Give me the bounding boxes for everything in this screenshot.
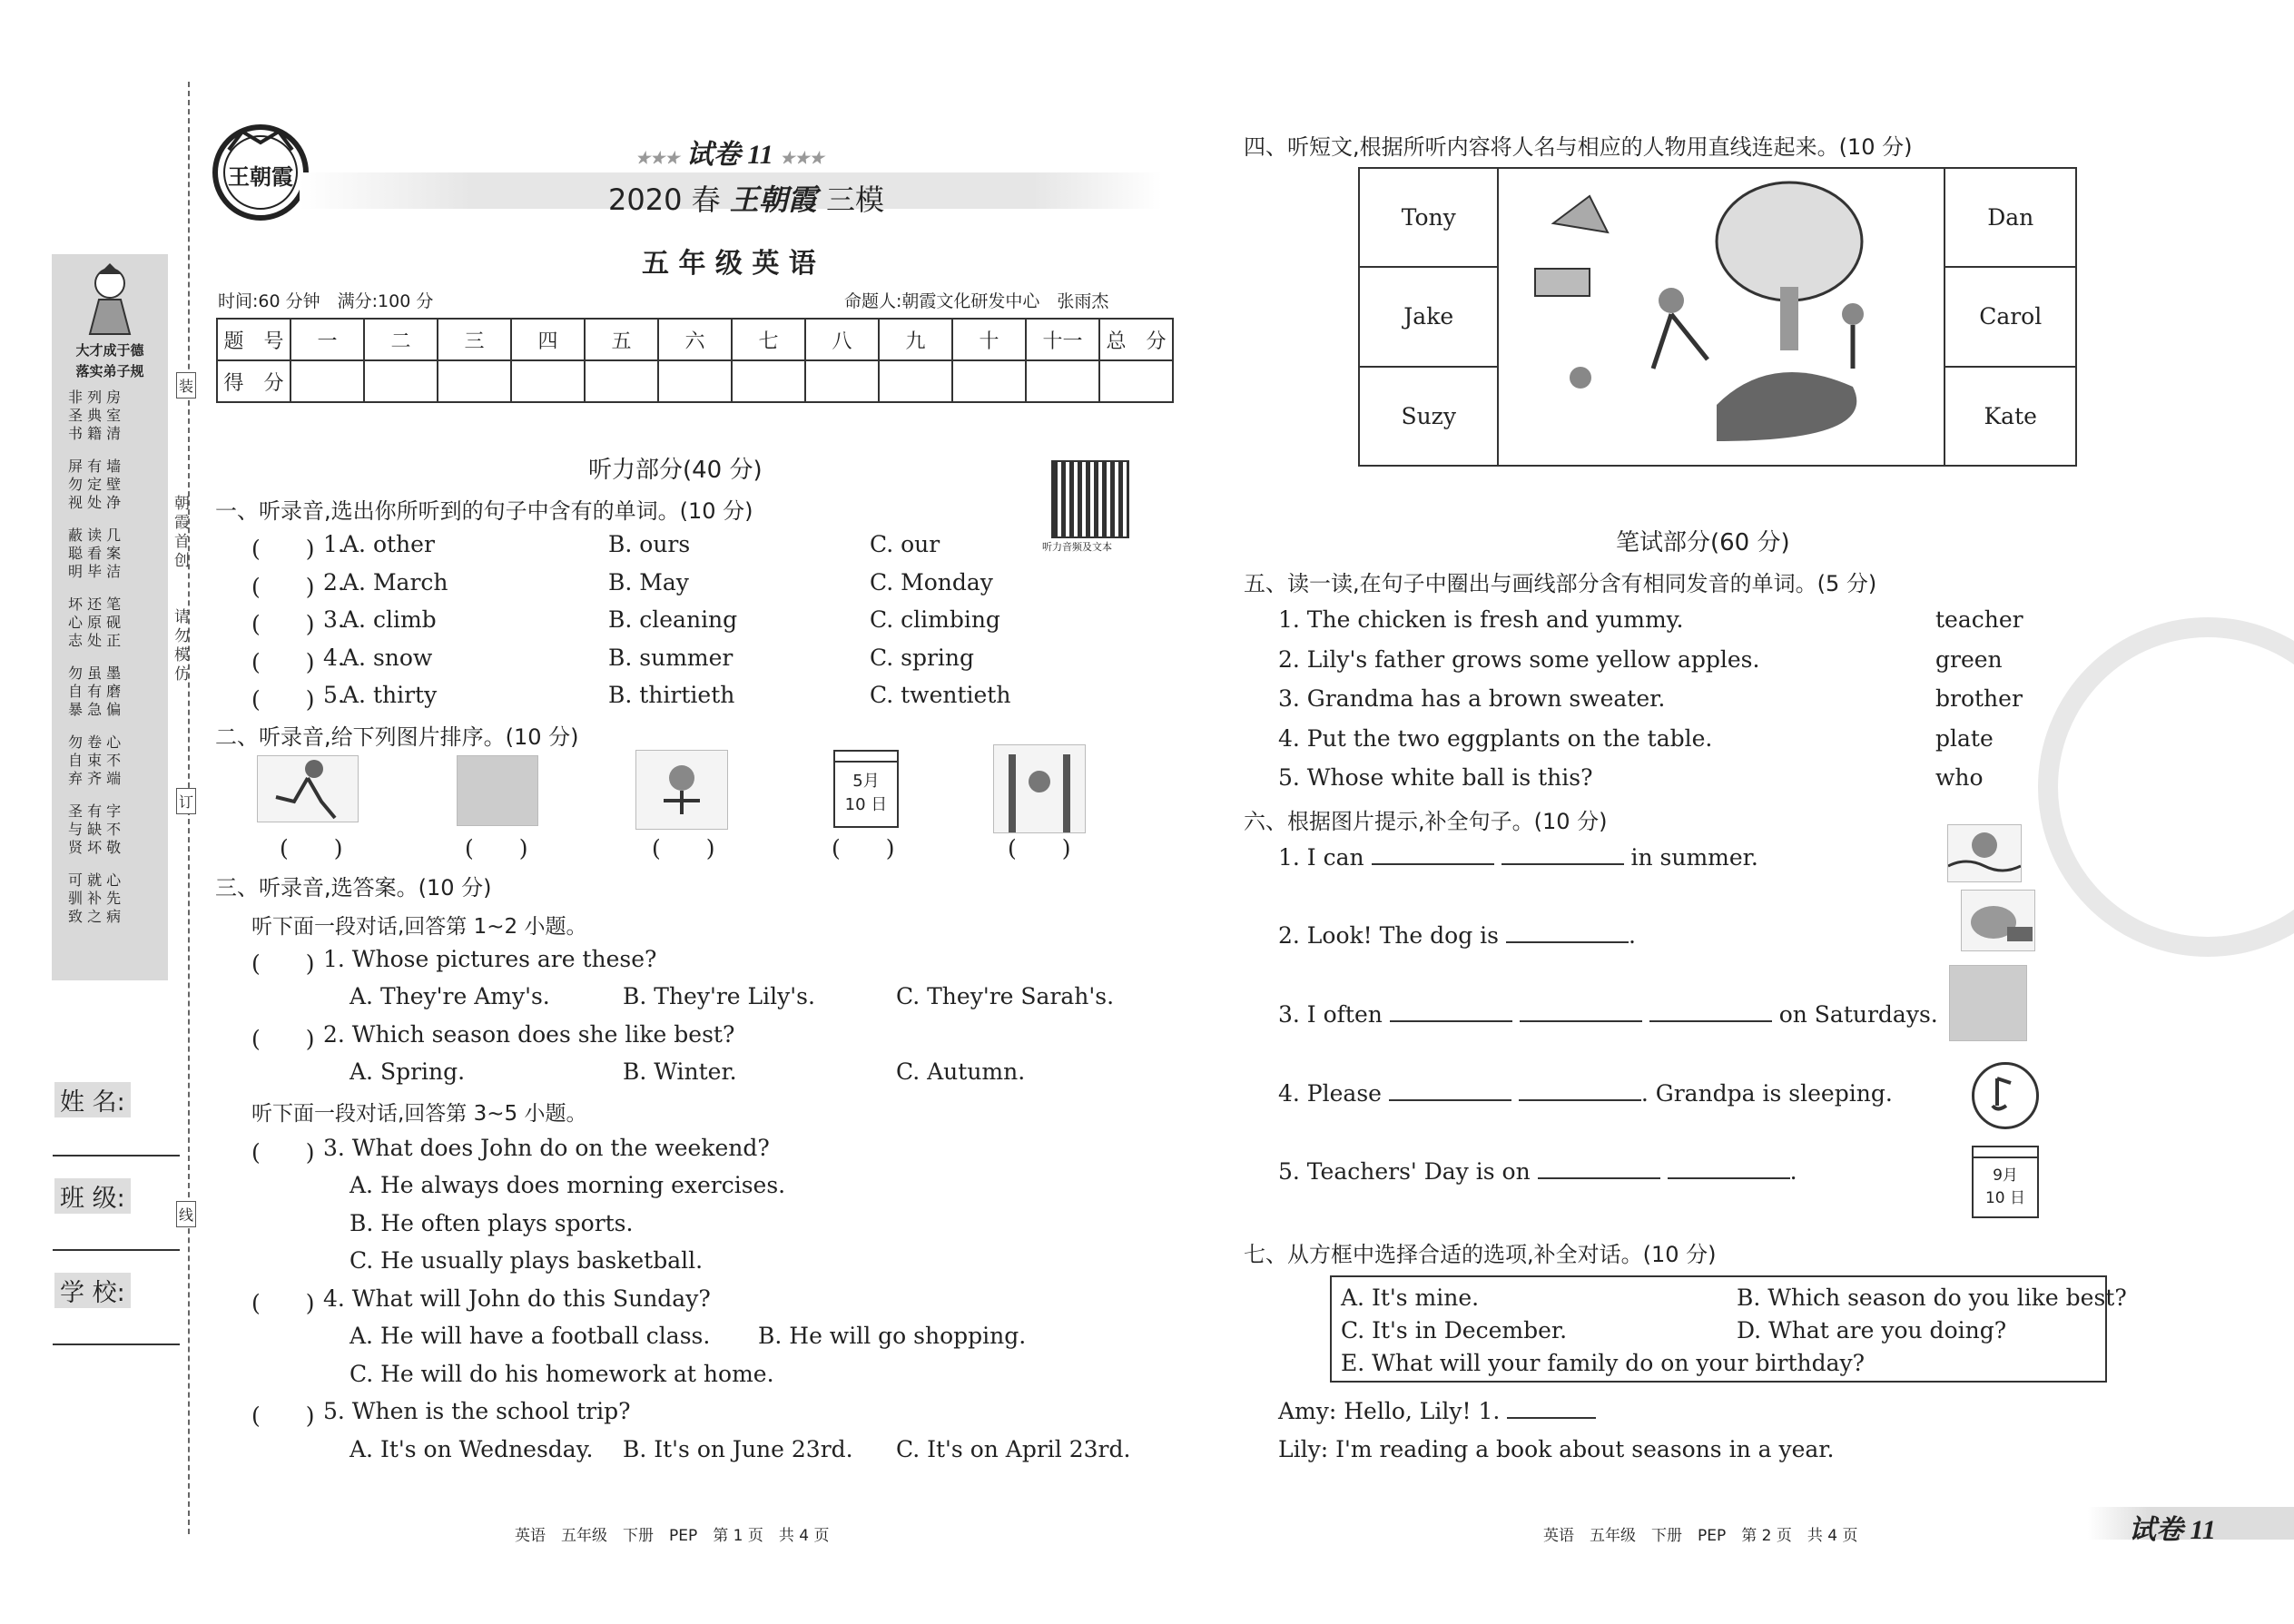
poem-line: 贤 坏 敬 xyxy=(68,839,122,856)
score-header-cell: 五 xyxy=(585,319,658,360)
s6-4-end: . Grandpa is sleeping. xyxy=(1640,1080,1893,1107)
name-left-1[interactable]: Tony xyxy=(1359,168,1498,267)
s3-q4-a: A. He will have a football class. xyxy=(350,1323,711,1349)
s5-word: brother xyxy=(1935,685,2023,712)
blank[interactable] xyxy=(1507,1397,1596,1419)
picture-autumn xyxy=(457,755,538,826)
poem-line: 勿 定 壁 xyxy=(68,476,122,493)
s3-q3-a: A. He always does morning exercises. xyxy=(350,1172,786,1198)
name-right-3[interactable]: Kate xyxy=(1944,367,2076,466)
poem-line: 心 原 砚 xyxy=(68,614,122,631)
poem-line: 志 处 正 xyxy=(68,632,122,649)
score-header-cell: 六 xyxy=(658,319,732,360)
star-icon: ★★★ xyxy=(780,149,824,167)
s5-sentence: 1. The chicken is fresh and yummy. xyxy=(1278,606,1684,633)
answer-paren[interactable]: ( ) xyxy=(251,648,315,675)
qr-caption: 听力音频及文本 xyxy=(1042,541,1112,553)
poem-block xyxy=(68,389,159,940)
option-c: C. our xyxy=(870,531,940,557)
poem-line: 自 束 不 xyxy=(68,752,122,769)
score-table xyxy=(216,318,1174,403)
title-brand: 王朝霞 xyxy=(729,182,817,217)
poem-line: 暴 急 偏 xyxy=(68,701,122,718)
s3-q2: 2. Which season does she like best? xyxy=(323,1021,735,1048)
s3-q2-a: A. Spring. xyxy=(350,1058,466,1085)
s3-q1-a: A. They're Amy's. xyxy=(350,983,550,1009)
option-a: A. thirty xyxy=(342,682,438,708)
poem-line: 视 处 净 xyxy=(68,494,122,511)
name-label: 姓 名: xyxy=(54,1082,131,1117)
exam-title xyxy=(608,177,884,219)
author-info: 命题人:朝霞文化研发中心 张雨杰 xyxy=(844,291,1109,311)
score-header-cell: 一 xyxy=(290,319,364,360)
option-c: C. spring xyxy=(870,644,975,671)
school-label: 学 校: xyxy=(54,1273,131,1308)
s6-2-start: 2. Look! The dog is xyxy=(1278,922,1499,949)
calendar-rings xyxy=(1974,1147,2037,1158)
score-header-cell: 九 xyxy=(879,319,952,360)
listening-title: 听力部分(40 分) xyxy=(588,457,763,484)
poem-line: 坏 还 笔 xyxy=(68,595,122,613)
score-header-cell: 二 xyxy=(364,319,438,360)
park-scene xyxy=(1498,168,1944,466)
score-entry-cell[interactable] xyxy=(438,360,511,402)
option-d: D. What are you doing? xyxy=(1737,1317,2007,1343)
calendar-month: 5月 xyxy=(852,772,880,791)
dialogue-line-2: Lily: I'm reading a book about seasons in a year. xyxy=(1278,1436,1835,1462)
s6-2-end: . xyxy=(1628,922,1636,949)
footer-right: 英语 五年级 下册 PEP 第 2 页 共 4 页 xyxy=(1543,1527,1858,1545)
order-answer-paren[interactable]: ( ) xyxy=(1008,835,1071,861)
option-c: C. twentieth xyxy=(870,682,1011,708)
name-field[interactable] xyxy=(53,1155,180,1156)
quiet-sign-icon xyxy=(1972,1062,2039,1129)
option-a: A. snow xyxy=(342,644,433,671)
s6-item-4 xyxy=(1278,1079,1893,1107)
s5-word: plate xyxy=(1935,724,1994,752)
score-header-cell: 题 号 xyxy=(217,319,290,360)
brand-logo xyxy=(211,123,310,222)
score-entry-cell[interactable] xyxy=(511,360,585,402)
s6-3-start: 3. I often xyxy=(1278,1001,1383,1028)
option-c: C. It's in December. xyxy=(1341,1317,1568,1343)
s3-q4-b: B. He will go shopping. xyxy=(758,1323,1027,1349)
score-entry-cell[interactable] xyxy=(1099,360,1173,402)
s3-paren-1: ( ) xyxy=(251,950,315,977)
item-number: 5. xyxy=(323,682,345,708)
picture-snow xyxy=(635,750,728,830)
dialogue-line-1 xyxy=(1278,1397,1596,1424)
s3-paren-4: ( ) xyxy=(251,1290,315,1316)
s6-3-end: on Saturdays. xyxy=(1778,1001,1938,1028)
s3-intro-1: 听下面一段对话,回答第 1~2 小题。 xyxy=(251,915,587,939)
s5-sentence: 4. Put the two eggplants on the table. xyxy=(1278,724,1713,752)
s6-4-start: 4. Please xyxy=(1278,1080,1382,1107)
s6-1-start: 1. I can xyxy=(1278,844,1364,871)
option-b: B. cleaning xyxy=(608,606,738,633)
score-header-cell: 十 xyxy=(952,319,1026,360)
poem-line: 致 之 病 xyxy=(68,908,122,925)
poem-line: 聪 看 案 xyxy=(68,545,122,562)
s5-word: teacher xyxy=(1935,606,2023,633)
score-entry-cell[interactable] xyxy=(290,360,364,402)
s3-paren-2: ( ) xyxy=(251,1026,315,1052)
s5-word: who xyxy=(1935,764,1984,791)
section-4-title: 四、听短文,根据所听内容将人名与相应的人物用直线连起来。(10 分) xyxy=(1244,134,1913,160)
poem-line: 勿 卷 心 xyxy=(68,733,122,751)
section-1-title: 一、听录音,选出你所听到的句子中含有的单词。(10 分) xyxy=(215,498,753,524)
poem-line: 蔽 读 几 xyxy=(68,527,122,544)
score-header-cell: 四 xyxy=(511,319,585,360)
option-e: E. What will your family do on your birthday? xyxy=(1341,1350,1866,1376)
school-field[interactable] xyxy=(53,1343,180,1345)
option-a: A. other xyxy=(342,531,435,557)
s3-q2-c: C. Autumn. xyxy=(896,1058,1026,1085)
s6-1-end: in summer. xyxy=(1630,844,1758,871)
s3-paren-3: ( ) xyxy=(251,1139,315,1166)
matching-table xyxy=(1358,167,2077,467)
blank[interactable] xyxy=(1519,1079,1641,1101)
s6-item-5 xyxy=(1278,1157,1797,1185)
option-b: B. Which season do you like best? xyxy=(1737,1284,2127,1311)
blank[interactable] xyxy=(1649,1000,1772,1022)
subject-title: 五 年 级 英 语 xyxy=(642,248,816,280)
binding-mark-1: 装 xyxy=(176,372,196,399)
s3-q2-b: B. Winter. xyxy=(623,1058,737,1085)
order-answer-paren[interactable]: ( ) xyxy=(280,835,343,861)
class-field[interactable] xyxy=(53,1249,180,1251)
motto-line-2: 落实弟子规 xyxy=(75,363,144,379)
class-label: 班 级: xyxy=(54,1178,131,1214)
picture-running xyxy=(257,755,359,822)
name-right-2[interactable]: Carol xyxy=(1944,267,2076,366)
section-2-title: 二、听录音,给下列图片排序。(10 分) xyxy=(215,724,579,750)
option-b: B. thirtieth xyxy=(608,682,735,708)
score-header-cell: 十一 xyxy=(1026,319,1099,360)
s3-q5-a: A. It's on Wednesday. xyxy=(350,1436,594,1462)
score-entry-cell[interactable] xyxy=(952,360,1026,402)
option-c: C. climbing xyxy=(870,606,1000,633)
s6-item-3 xyxy=(1278,1000,1938,1028)
item-number: 3. xyxy=(323,606,345,633)
score-header-cell: 三 xyxy=(438,319,511,360)
s3-q3-b: B. He often plays sports. xyxy=(350,1210,634,1236)
title-suffix: 三模 xyxy=(825,182,884,217)
order-answer-paren[interactable]: ( ) xyxy=(832,835,895,861)
score-entry-cell[interactable] xyxy=(732,360,805,402)
score-header-row xyxy=(217,319,1173,360)
s3-q1-c: C. They're Sarah's. xyxy=(896,983,1115,1009)
option-c: C. Monday xyxy=(870,568,993,595)
poem-line: 明 毕 洁 xyxy=(68,563,122,580)
section-5-title: 五、读一读,在句子中圈出与画线部分含有相同发音的单词。(5 分) xyxy=(1244,571,1877,596)
writing-title: 笔试部分(60 分) xyxy=(1616,529,1790,556)
item-number: 1. xyxy=(323,531,345,557)
name-right-1[interactable]: Dan xyxy=(1944,168,2076,267)
s3-q5-c: C. It's on April 23rd. xyxy=(896,1436,1131,1462)
order-answer-paren[interactable]: ( ) xyxy=(465,835,528,861)
time-info: 时间:60 分钟 满分:100 分 xyxy=(218,291,434,311)
s3-q5: 5. When is the school trip? xyxy=(323,1398,631,1424)
sidebar-motto-box xyxy=(52,254,168,980)
option-a: A. March xyxy=(342,568,448,595)
exam-badge xyxy=(635,132,824,172)
s3-q4: 4. What will John do this Sunday? xyxy=(323,1285,711,1312)
title-year: 2020 春 xyxy=(608,182,721,217)
score-header-cell: 总 分 xyxy=(1099,319,1173,360)
calendar-day: 10 日 xyxy=(1984,1189,2026,1207)
answer-paren[interactable]: ( ) xyxy=(251,536,315,562)
score-header-cell: 七 xyxy=(732,319,805,360)
answer-paren[interactable]: ( ) xyxy=(251,573,315,600)
s3-q1: 1. Whose pictures are these? xyxy=(323,946,657,972)
motto-line-1: 大才成于德 xyxy=(75,342,144,359)
item-number: 2. xyxy=(323,568,345,595)
s6-5-end: . xyxy=(1789,1158,1797,1185)
star-icon: ★★★ xyxy=(635,149,680,167)
poem-line: 自 有 磨 xyxy=(68,683,122,700)
blank[interactable] xyxy=(1372,843,1494,865)
blank[interactable] xyxy=(1668,1157,1790,1179)
option-a: A. climb xyxy=(342,606,437,633)
blank[interactable] xyxy=(1501,843,1624,865)
picture-monkeys xyxy=(993,744,1086,833)
s3-q1-b: B. They're Lily's. xyxy=(623,983,815,1009)
poem-line: 驯 补 先 xyxy=(68,890,122,907)
options-box xyxy=(1330,1275,2127,1383)
blank[interactable] xyxy=(1389,1079,1511,1101)
swimming-icon xyxy=(1947,824,2022,882)
footer-badge xyxy=(2088,1507,2294,1545)
score-label-cell: 得 分 xyxy=(217,360,290,402)
logo-text: 王朝霞 xyxy=(228,164,293,190)
binding-mark-2: 订 xyxy=(176,788,196,814)
dialogue-1-text: Amy: Hello, Lily! 1. xyxy=(1278,1398,1501,1424)
s3-intro-2: 听下面一段对话,回答第 3~5 小题。 xyxy=(251,1102,587,1126)
poem-line: 可 就 心 xyxy=(68,871,122,889)
calendar-icon xyxy=(1972,1146,2039,1218)
poem-line: 书 籍 清 xyxy=(68,425,122,442)
s6-item-2 xyxy=(1278,921,1636,949)
poem-line: 非 列 房 xyxy=(68,389,122,406)
mascot-figure xyxy=(79,263,141,336)
vertical-note-1: 朝霞首创 xyxy=(171,495,189,571)
secret-watermark xyxy=(2038,617,2294,957)
name-left-2[interactable]: Jake xyxy=(1359,267,1498,366)
option-b: B. summer xyxy=(608,644,733,671)
answer-paren[interactable]: ( ) xyxy=(251,686,315,713)
s6-5-start: 5. Teachers' Day is on xyxy=(1278,1158,1531,1185)
binding-mark-3: 线 xyxy=(176,1201,196,1227)
s5-sentence: 3. Grandma has a brown sweater. xyxy=(1278,685,1666,712)
poem-line: 与 缺 不 xyxy=(68,821,122,838)
option-b: B. May xyxy=(608,568,689,595)
score-entry-cell[interactable] xyxy=(805,360,879,402)
score-entry-cell[interactable] xyxy=(658,360,732,402)
calendar-month: 9月 xyxy=(1993,1166,2018,1185)
score-value-row xyxy=(217,360,1173,402)
blank[interactable] xyxy=(1520,1000,1642,1022)
calendar-day: 10 日 xyxy=(844,795,888,814)
s3-q3-c: C. He usually plays basketball. xyxy=(350,1247,704,1274)
s3-paren-5: ( ) xyxy=(251,1403,315,1429)
blank[interactable] xyxy=(1538,1157,1660,1179)
footer-badge-text: 试卷 11 xyxy=(2129,1515,2216,1545)
s5-sentence: 2. Lily's father grows some yellow apples. xyxy=(1278,645,1760,673)
answer-paren[interactable]: ( ) xyxy=(251,611,315,637)
section-6-title: 六、根据图片提示,补全句子。(10 分) xyxy=(1244,809,1608,834)
option-a: A. It's mine. xyxy=(1341,1284,1480,1311)
name-left-3[interactable]: Suzy xyxy=(1359,367,1498,466)
poem-line: 勿 虽 墨 xyxy=(68,664,122,682)
cleaning-room-icon xyxy=(1949,965,2027,1041)
score-entry-cell[interactable] xyxy=(1026,360,1099,402)
s3-q4-c: C. He will do his homework at home. xyxy=(350,1361,774,1387)
section-3-title: 三、听录音,选答案。(10 分) xyxy=(215,875,492,901)
s5-sentence: 5. Whose white ball is this? xyxy=(1278,764,1593,791)
qr-code xyxy=(1051,460,1129,538)
score-entry-cell[interactable] xyxy=(879,360,952,402)
s3-q5-b: B. It's on June 23rd. xyxy=(623,1436,853,1462)
score-header-cell: 八 xyxy=(805,319,879,360)
poem-line: 圣 典 室 xyxy=(68,407,122,424)
picture-calendar xyxy=(833,750,899,828)
order-answer-paren[interactable]: ( ) xyxy=(652,835,715,861)
footer-left: 英语 五年级 下册 PEP 第 1 页 共 4 页 xyxy=(515,1527,830,1545)
score-entry-cell[interactable] xyxy=(364,360,438,402)
poem-line: 屏 有 墙 xyxy=(68,458,122,475)
s5-word: green xyxy=(1935,645,2003,673)
s3-q3: 3. What does John do on the weekend? xyxy=(323,1135,770,1161)
s6-item-1 xyxy=(1278,843,1758,871)
dog-eating-icon xyxy=(1961,890,2035,951)
score-entry-cell[interactable] xyxy=(585,360,658,402)
item-number: 4. xyxy=(323,644,345,671)
poem-line: 弃 齐 端 xyxy=(68,770,122,787)
option-b: B. ours xyxy=(608,531,691,557)
exam-number: 试卷 11 xyxy=(685,140,773,170)
blank[interactable] xyxy=(1506,921,1629,943)
vertical-note-2: 请勿模仿 xyxy=(171,608,189,684)
blank[interactable] xyxy=(1390,1000,1512,1022)
calendar-rings xyxy=(835,752,897,763)
poem-line: 圣 有 字 xyxy=(68,802,122,820)
section-7-title: 七、从方框中选择合适的选项,补全对话。(10 分) xyxy=(1244,1242,1717,1267)
